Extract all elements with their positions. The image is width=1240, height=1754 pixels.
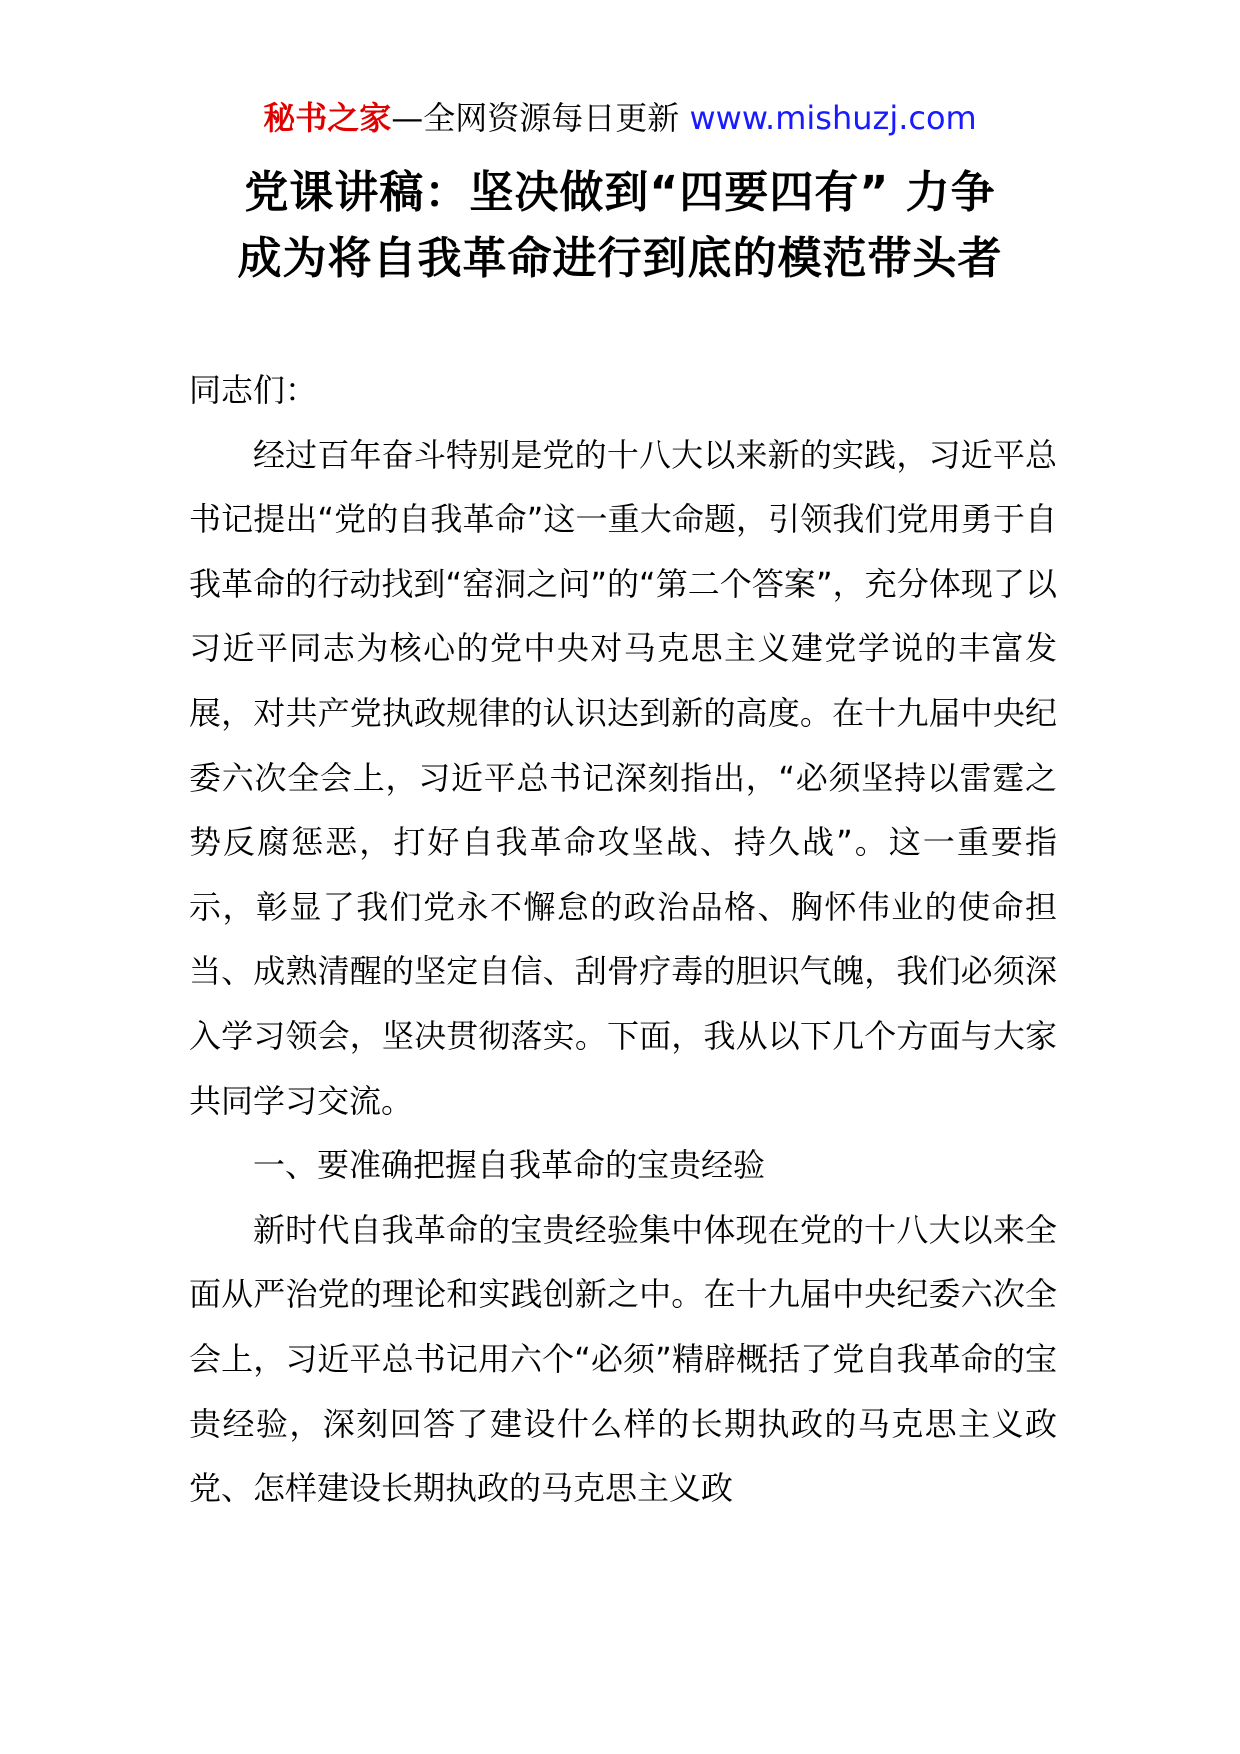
title-line-2: 成为将自我革命进行到底的模范带头者 [237, 233, 1003, 284]
site-url-link[interactable]: www.mishuzj.com [689, 99, 977, 137]
paragraph-intro: 经过百年奋斗特别是党的十八大以来新的实践，习近平总书记提出“党的自我革命”这一重大命题，引领我们党用勇于自我革命的行动找到“窑洞之问”的“第二个答案”，充分体现了以习近平同志为核心的党中央对马克思主义建党学说的丰富发展，对共产党执政规律的认识达到新的高度。在十九届中央纪委六次全会上，习近平总书记深刻指出，“必须坚持以雷霆之势反腐惩恶，打好自我革命攻坚战、持久战”。这一重要指示，彰显了我们党永不懈怠的政治品格、胸怀伟业的使命担当、成熟清醒的坚定自信、刮骨疗毒的胆识气魄，我们必须深入学习领会，坚决贯彻落实。下面，我从以下几个方面与大家共同学习交流。 [189, 435, 1057, 1120]
document-body [189, 358, 1057, 1521]
salutation: 同志们： [189, 371, 318, 409]
document-title [0, 160, 1240, 292]
site-tagline: —全网资源每日更新 [391, 99, 690, 137]
site-brand: 秘书之家 [263, 99, 392, 137]
site-header [0, 98, 1240, 138]
title-line-1: 党课讲稿：坚决做到“四要四有” 力争 [244, 167, 996, 218]
paragraph-section-1: 新时代自我革命的宝贵经验集中体现在党的十八大以来全面从严治党的理论和实践创新之中。在十九届中央纪委六次全会上，习近平总书记用六个“必须”精辟概括了党自我革命的宝贵经验，深刻回答了建设什么样的长期执政的马克思主义政党、怎样建设长期执政的马克思主义政 [189, 1210, 1057, 1508]
section-heading-1: 一、要准确把握自我革命的宝贵经验 [253, 1146, 766, 1185]
